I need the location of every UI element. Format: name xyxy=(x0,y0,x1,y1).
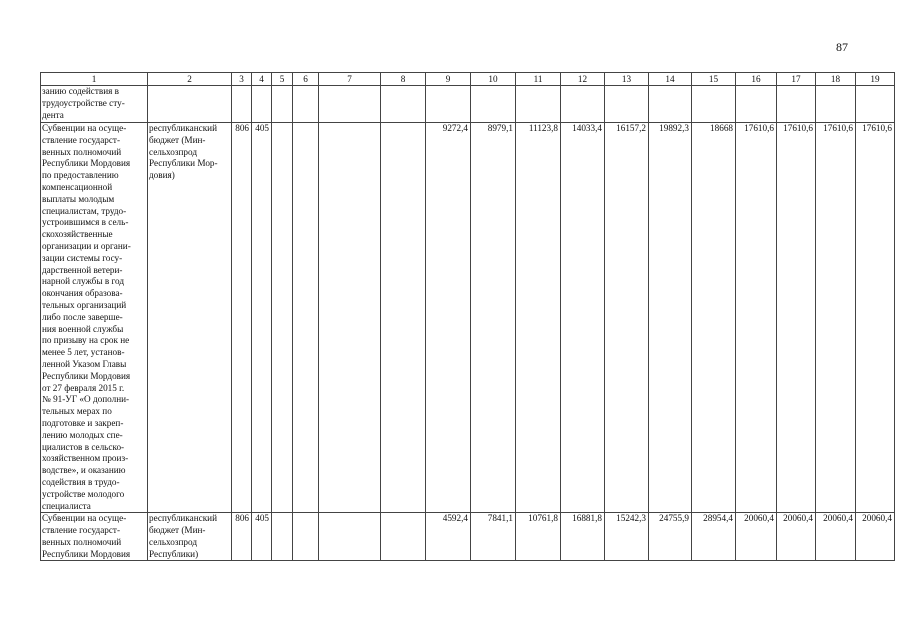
row-description: Субвенции на осуще- ствление государст- венных полномочий Республики Мордовия по предоставлению компенсационной выплаты молодым специалистам, трудо- устроившимся в сель- скохозяйственные организации и органи- зации системы госу- дарственной ветери- нарной службы в год окончания образова- тельных организаций либо после заверше- ния военной службы по призыву на срок не менее 5 лет, установ- ленной Указом Главы Республики Мордовия от 27 февраля 2015 г. № 91-УГ «О дополни- тельных мерах по подготовке и закреп- лению молодых спе- циалистов в сельско- хозяйственном произ- водстве», и оказанию содействия в трудо- устройстве молодого специалиста xyxy=(41,123,148,513)
row-value xyxy=(649,86,692,123)
header-cell: 2 xyxy=(148,73,232,86)
row-value: 20060,4 xyxy=(856,513,895,561)
empty-cell xyxy=(293,513,319,561)
row-value: 28954,4 xyxy=(692,513,736,561)
row-code-3 xyxy=(232,86,252,123)
table-row xyxy=(41,86,895,123)
row-code-4: 405 xyxy=(252,513,272,561)
empty-cell xyxy=(272,86,293,123)
row-value: 17610,6 xyxy=(856,123,895,513)
header-cell: 3 xyxy=(232,73,252,86)
row-value: 16157,2 xyxy=(605,123,649,513)
empty-cell xyxy=(381,513,426,561)
header-cell: 10 xyxy=(471,73,516,86)
empty-cell xyxy=(381,86,426,123)
row-value xyxy=(561,86,605,123)
row-value: 8979,1 xyxy=(471,123,516,513)
row-code-4: 405 xyxy=(252,123,272,513)
empty-cell xyxy=(272,513,293,561)
row-value: 20060,4 xyxy=(736,513,777,561)
row-budget-source: республиканский бюджет (Мин- сельхозпрод Республики) xyxy=(148,513,232,561)
row-code-3: 806 xyxy=(232,513,252,561)
empty-cell xyxy=(319,86,381,123)
row-value: 17610,6 xyxy=(736,123,777,513)
page-number: 87 xyxy=(836,40,848,54)
row-value: 11123,8 xyxy=(516,123,561,513)
header-cell: 13 xyxy=(605,73,649,86)
header-cell: 11 xyxy=(516,73,561,86)
header-cell: 4 xyxy=(252,73,272,86)
empty-cell xyxy=(319,123,381,513)
row-description: Субвенции на осуще- ствление государст- венных полномочий Республики Мордовия xyxy=(41,513,148,561)
row-budget-source: республиканский бюджет (Мин- сельхозпрод Республики Мор- довия) xyxy=(148,123,232,513)
header-cell: 17 xyxy=(777,73,816,86)
empty-cell xyxy=(293,123,319,513)
header-cell: 16 xyxy=(736,73,777,86)
header-cell: 9 xyxy=(426,73,471,86)
row-value xyxy=(605,86,649,123)
row-value: 16881,8 xyxy=(561,513,605,561)
table-row xyxy=(41,123,895,513)
row-value xyxy=(777,86,816,123)
header-cell: 19 xyxy=(856,73,895,86)
row-value: 20060,4 xyxy=(777,513,816,561)
empty-cell xyxy=(272,123,293,513)
header-cell: 1 xyxy=(41,73,148,86)
row-value: 10761,8 xyxy=(516,513,561,561)
row-budget-source xyxy=(148,86,232,123)
header-cell: 5 xyxy=(272,73,293,86)
row-value: 20060,4 xyxy=(816,513,856,561)
row-value xyxy=(816,86,856,123)
row-value: 18668 xyxy=(692,123,736,513)
header-cell: 18 xyxy=(816,73,856,86)
row-description: занию содействия в трудоустройстве сту- дента xyxy=(41,86,148,123)
row-value xyxy=(692,86,736,123)
row-value xyxy=(736,86,777,123)
row-code-3: 806 xyxy=(232,123,252,513)
row-value: 4592,4 xyxy=(426,513,471,561)
row-value: 24755,9 xyxy=(649,513,692,561)
header-cell: 6 xyxy=(293,73,319,86)
row-value: 14033,4 xyxy=(561,123,605,513)
row-value: 7841,1 xyxy=(471,513,516,561)
row-value xyxy=(516,86,561,123)
table-header-row xyxy=(41,73,895,86)
row-value: 17610,6 xyxy=(777,123,816,513)
row-value xyxy=(471,86,516,123)
row-value: 17610,6 xyxy=(816,123,856,513)
header-cell: 15 xyxy=(692,73,736,86)
header-cell: 14 xyxy=(649,73,692,86)
table-row xyxy=(41,513,895,561)
empty-cell xyxy=(319,513,381,561)
row-value xyxy=(856,86,895,123)
budget-table xyxy=(40,72,895,561)
header-cell: 12 xyxy=(561,73,605,86)
row-value xyxy=(426,86,471,123)
row-value: 15242,3 xyxy=(605,513,649,561)
header-cell: 8 xyxy=(381,73,426,86)
header-cell: 7 xyxy=(319,73,381,86)
empty-cell xyxy=(293,86,319,123)
row-code-4 xyxy=(252,86,272,123)
empty-cell xyxy=(381,123,426,513)
row-value: 9272,4 xyxy=(426,123,471,513)
row-value: 19892,3 xyxy=(649,123,692,513)
